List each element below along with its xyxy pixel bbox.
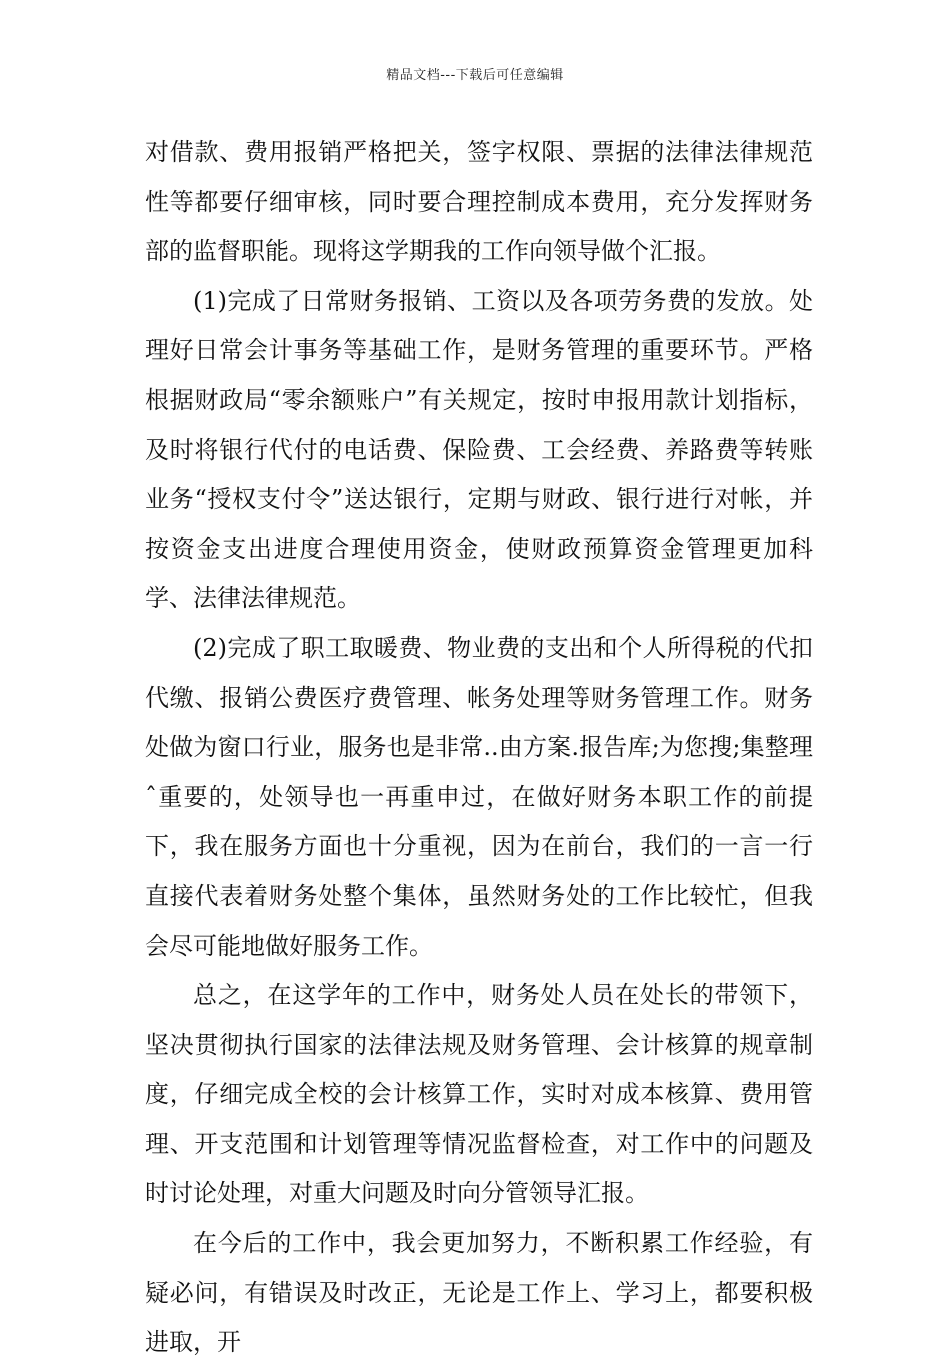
paragraph-summary: 总之，在这学年的工作中，财务处人员在处长的带领下，坚决贯彻执行国家的法律法规及财务管理、会计核算的规章制度，仔细完成全校的会计核算工作，实时对成本核算、费用管理、开支范围和计划管理等情况监督检查，对工作中的问题及时讨论处理，对重大问题及时向分管领导汇报。 bbox=[145, 981, 813, 1208]
paragraph-item-2: (2)完成了职工取暖费、物业费的支出和个人所得税的代扣代缴、报销公费医疗费管理、帐务处理等财务管理工作。财务处做为窗口行业，服务也是非常..由方案.报告库;为您搜;集整理ˆ重要的，处领导也一再重申过，在做好财务本职工作的前提下，我在服务方面也十分重视，因为在前台，我们的一言一行直接代表着财务处整个集体，虽然财务处的工作比较忙，但我会尽可能地做好服务工作。 bbox=[145, 633, 813, 960]
paragraph-intro: 对借款、费用报销严格把关，签字权限、票据的法律法律规范性等都要仔细审核，同时要合理控制成本费用，充分发挥财务部的监督职能。现将这学期我的工作向领导做个汇报。 bbox=[145, 138, 813, 266]
paragraph-item-1: (1)完成了日常财务报销、工资以及各项劳务费的发放。处理好日常会计事务等基础工作，是财务管理的重要环节。严格根据财政局“零余额账户”有关规定，按时申报用款计划指标，及时将银行代付的电话费、保险费、工会经费、养路费等转账业务“授权支付令”送达银行，定期与财政、银行进行对帐，并按资金支出进度合理使用资金，使财政预算资金管理更加科学、法律法律规范。 bbox=[145, 286, 813, 613]
paragraph-future: 在今后的工作中，我会更加努力，不断积累工作经验，有疑必问，有错误及时改正，无论是工作上、学习上，都要积极进取，开 bbox=[145, 1229, 813, 1357]
document-body bbox=[145, 128, 813, 1368]
page-header: 精品文档---下载后可任意编辑 bbox=[386, 68, 564, 83]
